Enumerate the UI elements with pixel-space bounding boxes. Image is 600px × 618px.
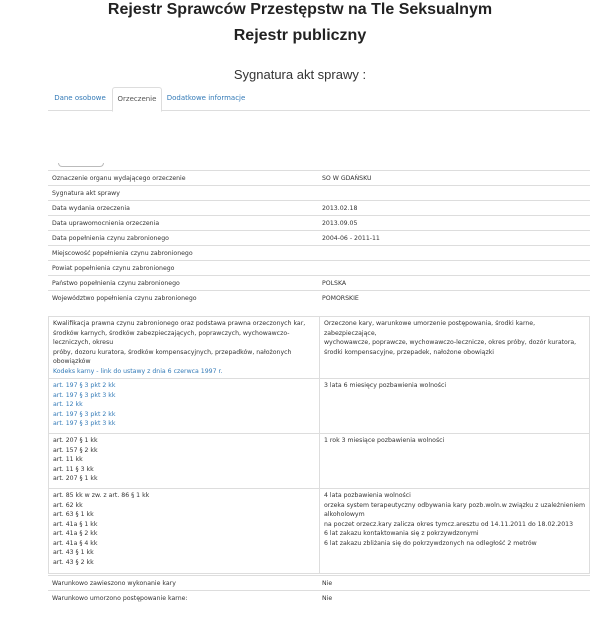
table-row bbox=[48, 591, 590, 606]
article-text: art. 85 kk w zw. z art. 86 § 1 kk bbox=[53, 492, 150, 499]
table-row bbox=[48, 261, 590, 276]
article-link[interactable]: art. 197 § 3 pkt 3 kk bbox=[53, 391, 116, 399]
scroll-handle[interactable] bbox=[58, 163, 104, 167]
signature-label: Sygnatura akt sprawy bbox=[233, 67, 359, 82]
article-text: art. 43 § 1 kk bbox=[53, 549, 94, 556]
table-row bbox=[48, 576, 590, 591]
table-row bbox=[48, 231, 590, 246]
detail-value: POLSKA bbox=[318, 276, 590, 291]
table-header-row bbox=[49, 317, 590, 379]
article-text: art. 207 § 1 kk bbox=[53, 475, 98, 482]
tab-bar bbox=[48, 87, 590, 111]
detail-value bbox=[318, 246, 590, 261]
detail-value: Nie bbox=[318, 591, 590, 606]
penalty-text: 6 lat zakazu zbliżania się do pokrzywdzonych na odległość 2 metrów bbox=[324, 539, 537, 547]
detail-value: 2013.02.18 bbox=[318, 201, 590, 216]
page-subtitle: Rejestr publiczny bbox=[233, 27, 367, 44]
article-link[interactable]: art. 197 § 3 pkt 2 kk bbox=[53, 382, 116, 389]
detail-label: Powiat popełnienia czynu zabronionego bbox=[48, 261, 318, 276]
article-text: art. 11 § 3 kk bbox=[53, 465, 94, 473]
detail-label: Warunkowo umorzono postępowanie karne: bbox=[48, 591, 318, 606]
page-title: Rejestr Sprawców Przestępstw na Tle Seksualnym bbox=[107, 1, 493, 18]
detail-label: Województwo popełnienia czynu zabronionego bbox=[48, 291, 318, 306]
penalty-cell bbox=[320, 434, 590, 489]
penalty-text: 3 lata 6 miesięcy pozbawienia wolności bbox=[324, 382, 447, 389]
qualification-header-left bbox=[49, 317, 320, 379]
article-link[interactable]: art. 197 § 3 pkt 3 kk bbox=[53, 420, 116, 427]
article-text: art. 157 § 2 kk bbox=[53, 446, 98, 454]
signature-separator: : bbox=[362, 67, 367, 82]
signature-heading bbox=[0, 67, 600, 82]
header-text: Kwalifikacja prawna czynu zabronionego oraz podstawa prawna orzeczonych kar, bbox=[53, 320, 306, 327]
article-text: art. 11 kk bbox=[53, 456, 83, 463]
table-row bbox=[48, 186, 590, 201]
article-text: art. 62 kk bbox=[53, 501, 83, 509]
penalty-text: alkoholowym bbox=[324, 511, 365, 518]
table-row bbox=[48, 246, 590, 261]
penalty-text: orzeka system terapeutyczny odbywania kary pozb.woln.w związku z uzależnieniem bbox=[324, 501, 586, 509]
table-row bbox=[48, 216, 590, 231]
tab-dane-osobowe[interactable]: Dane osobowe bbox=[54, 94, 106, 102]
penalty-text: na poczet orzecz.kary zalicza okres tymcz.aresztu od 14.11.2011 do 18.02.2013 bbox=[324, 520, 574, 528]
kodeks-karny-link[interactable]: Kodeks karny - link do ustawy z dnia 6 czerwca 1997 r. bbox=[53, 367, 223, 375]
articles-cell bbox=[49, 434, 320, 489]
penalty-text: 6 lat zakazu kontaktowania się z pokrzywdzonymi bbox=[324, 530, 479, 537]
article-text: art. 43 § 2 kk bbox=[53, 558, 94, 566]
articles-cell bbox=[49, 489, 320, 574]
detail-label: Oznaczenie organu wydającego orzeczenie bbox=[48, 171, 318, 186]
suspension-table bbox=[48, 575, 590, 605]
detail-value: 2004-06 - 2011-11 bbox=[318, 231, 590, 246]
article-text: art. 41a § 4 kk bbox=[53, 539, 98, 547]
qualification-header-right bbox=[320, 317, 590, 379]
detail-label: Państwo popełnienia czynu zabronionego bbox=[48, 276, 318, 291]
article-text: art. 207 § 1 kk bbox=[53, 437, 98, 444]
header-text: Orzeczone kary, warunkowe umorzenie postępowania, środki karne, zabezpieczające, bbox=[324, 320, 536, 337]
article-text: art. 63 § 1 kk bbox=[53, 511, 94, 518]
article-text: art. 41a § 1 kk bbox=[53, 520, 98, 528]
detail-value bbox=[318, 261, 590, 276]
table-row bbox=[48, 276, 590, 291]
detail-value: SO W GDAŃSKU bbox=[318, 171, 590, 186]
article-text: art. 41a § 2 kk bbox=[53, 530, 98, 537]
header-text: próby, dozoru kuratora, środków kompensacyjnych, przepadków, nałożonych bbox=[53, 348, 292, 356]
header-text: wychowawcze, poprawcze, wychowawczo-lecznicze, okres próby, dozór kuratora, bbox=[324, 339, 577, 346]
article-link[interactable]: art. 12 kk bbox=[53, 401, 83, 408]
table-row bbox=[48, 291, 590, 306]
header-text: obowiązków bbox=[53, 358, 91, 365]
detail-label: Sygnatura akt sprawy bbox=[48, 186, 318, 201]
detail-value: POMORSKIE bbox=[318, 291, 590, 306]
detail-value: 2013.09.05 bbox=[318, 216, 590, 231]
penalty-cell bbox=[320, 489, 590, 574]
tab-dodatkowe-informacje[interactable]: Dodatkowe informacje bbox=[166, 94, 246, 102]
detail-label: Data popełnienia czynu zabronionego bbox=[48, 231, 318, 246]
detail-label: Data wydania orzeczenia bbox=[48, 201, 318, 216]
detail-label: Warunkowo zawieszono wykonanie kary bbox=[48, 576, 318, 591]
header-text: środki kompensacyjne, przepadek, nałożone obowiązki bbox=[324, 348, 495, 356]
articles-cell bbox=[49, 379, 320, 434]
table-row bbox=[49, 434, 590, 489]
table-row bbox=[49, 489, 590, 574]
table-row bbox=[48, 171, 590, 186]
penalty-text: 1 rok 3 miesiące pozbawienia wolności bbox=[324, 437, 445, 444]
detail-value bbox=[318, 186, 590, 201]
detail-label: Data uprawomocnienia orzeczenia bbox=[48, 216, 318, 231]
detail-value: Nie bbox=[318, 576, 590, 591]
qualification-table bbox=[48, 316, 590, 574]
detail-label: Miejscowość popełnienia czynu zabronionego bbox=[48, 246, 318, 261]
table-row bbox=[49, 379, 590, 434]
penalty-text: 4 lata pozbawienia wolności bbox=[324, 492, 411, 499]
header-text: środków karnych, środków zabezpieczających, poprawczych, wychowawczo-leczniczych, okresu bbox=[53, 329, 290, 346]
details-table bbox=[48, 170, 590, 305]
article-link[interactable]: art. 197 § 3 pkt 2 kk bbox=[53, 410, 116, 418]
table-row bbox=[48, 201, 590, 216]
tab-orzeczenie[interactable]: Orzeczenie bbox=[112, 87, 162, 112]
penalty-cell bbox=[320, 379, 590, 434]
